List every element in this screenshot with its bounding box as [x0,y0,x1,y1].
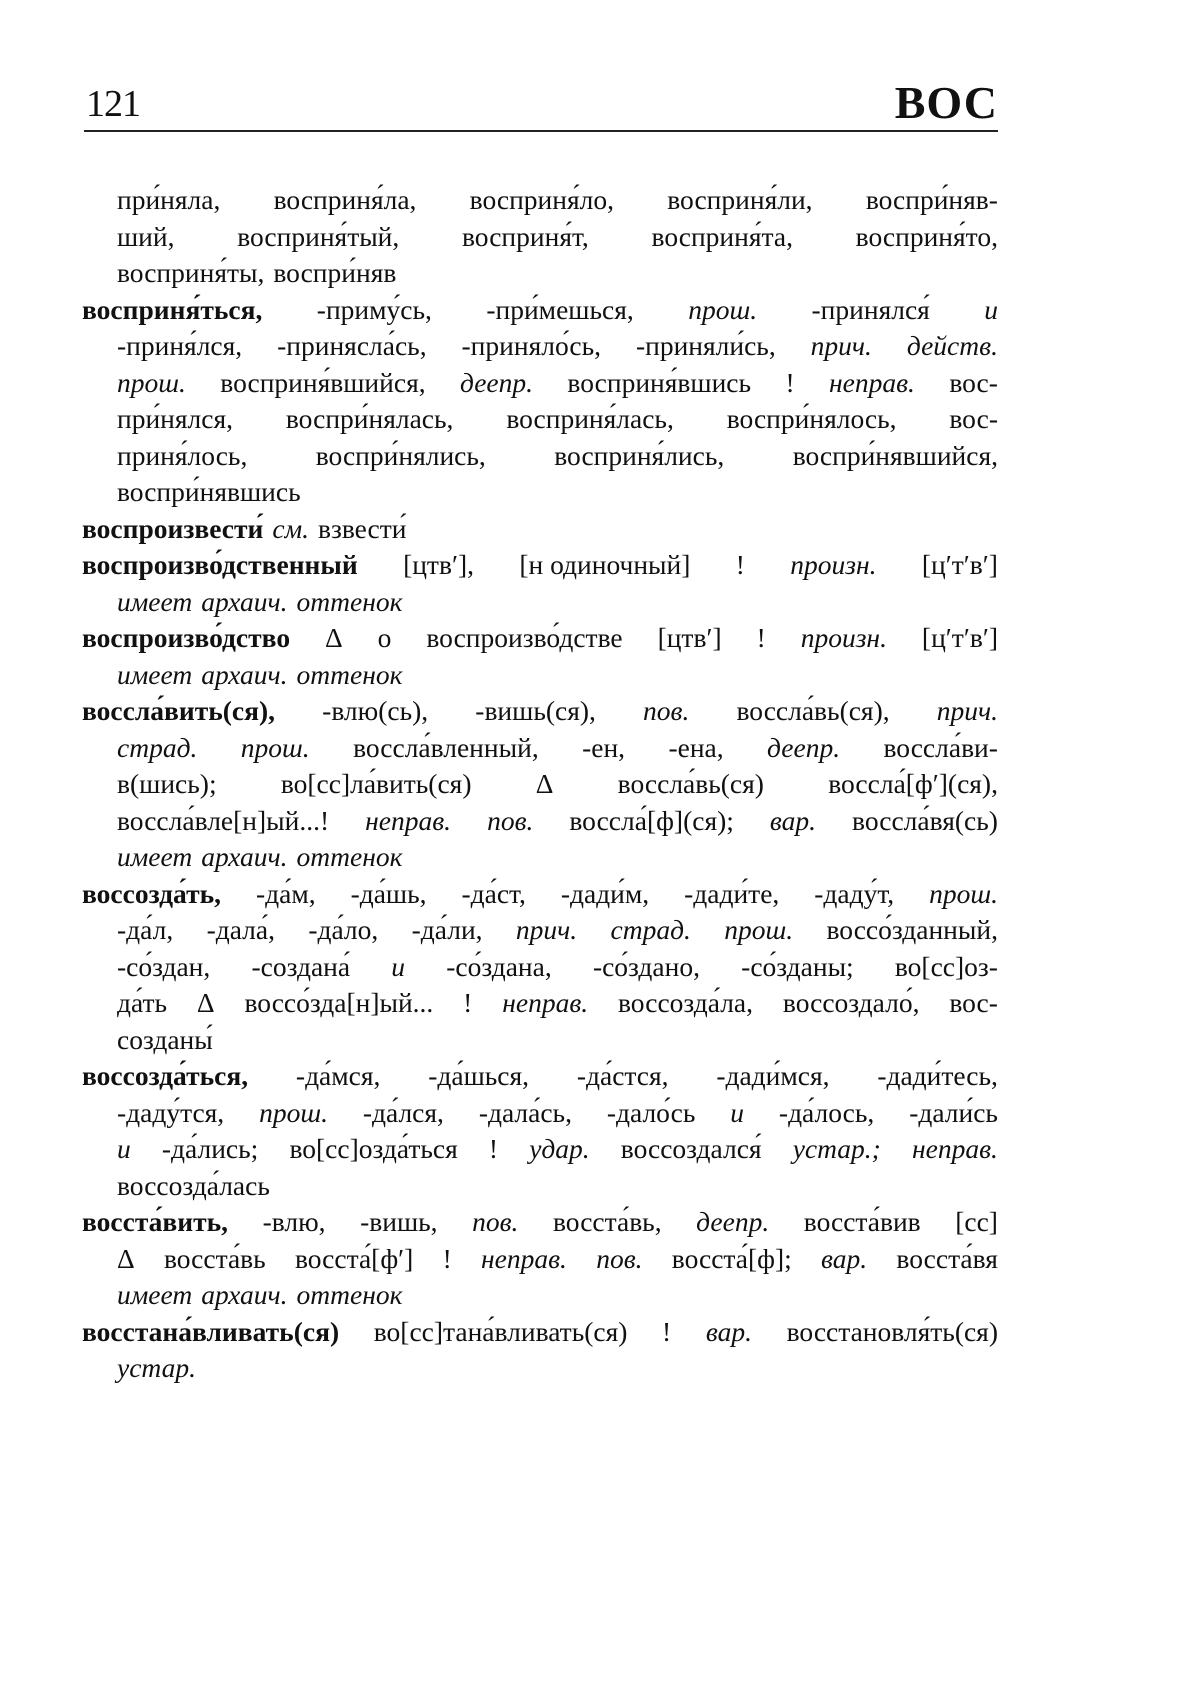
word-form: взвести́ [318,512,407,544]
grammatical-label: страд. [610,914,691,945]
grammatical-label: произн. [790,549,877,580]
word-form: восста́[фʹ] [294,1242,414,1274]
word-form: восста́вь [163,1242,266,1274]
word-form: восприня́ты, [117,257,265,288]
header-rule [84,130,998,132]
word-form: -вишь(ся), [475,695,596,726]
entry-continuation-line [117,1022,998,1058]
grammatical-label: устар. [117,1352,196,1383]
word-form: ший, [117,220,175,252]
entry-headline [82,1058,998,1094]
word-form: -дади́мся, [716,1060,830,1091]
word-form: в(шись); [117,768,217,799]
word-form: -да́шься, [428,1060,530,1091]
word-form: восстановля́ть(ся) [786,1315,998,1347]
entry-headline [82,620,998,656]
grammatical-label: архаич. [201,1279,288,1310]
word-form: воспри́нявшись [117,476,301,507]
grammatical-label: деепр. [459,366,534,398]
entry-continuation-line [117,912,998,948]
word-form: воспри́нялась, [285,403,454,434]
entry-continuation-line [117,657,998,693]
grammatical-label: прош. [688,293,758,325]
word-form: во[сс]ла́вить(ся) [280,768,472,799]
entry-continuation-line [117,1350,998,1386]
word-form: восприня́та, [651,220,793,252]
grammatical-label: пов. [643,695,690,726]
entry-continuation-line [117,766,998,802]
entry-continuation-line [117,949,998,985]
word-form: [н одиночный] [519,549,691,580]
grammatical-label: произн. [800,622,887,653]
word-form: -приня́лся, [117,330,243,361]
word-form: ! [463,987,473,1018]
grammatical-label: архаич. [201,585,288,617]
word-form: -ена, [668,731,724,763]
word-form: восприня́ла, [273,184,417,215]
word-form: -приняло́сь, [461,330,602,361]
word-form: -даду́т, [814,877,895,909]
word-form: -приму́сь, [316,293,432,325]
word-form: воспроизво́дстве [426,622,623,653]
entry-headline [82,693,998,729]
word-form: воспри́няв- [865,184,998,215]
grammatical-label: деепр. [767,731,841,763]
entry-continuation-line [117,730,998,766]
grammatical-label: прич. [515,914,578,945]
entry-continuation-line [117,255,998,291]
word-form: восста́вя [896,1242,998,1274]
word-form: -да́ст, [461,877,526,909]
grammatical-label: прош. [240,731,310,763]
grammatical-label: оттенок [296,1279,403,1310]
grammatical-label: вар. [769,804,817,836]
grammatical-label: неправ. [502,987,589,1018]
word-form: восприня́вшись [567,366,752,398]
grammatical-label: и [984,293,998,325]
word-form: во[сс]озда́ться [289,1133,458,1164]
word-form: -дала́сь, [478,1096,572,1128]
word-form: [цтвʹ], [403,549,474,580]
headword: восста́вить, [82,1206,229,1237]
word-form: -даду́тся, [117,1096,225,1128]
word-form: -да́ло, [308,914,379,945]
word-form: -влю(сь), [322,695,429,726]
word-form: -принясла́сь, [277,330,427,361]
page-number: 121 [86,83,140,125]
word-form: вос- [949,987,998,1018]
headword: воспроизвести́ [82,512,264,544]
word-form: да́ть [117,987,168,1018]
word-form: -дади́те, [684,877,780,909]
running-head: ВОС [894,77,998,128]
word-form: -дади́м, [560,877,650,909]
word-form: Δ [535,768,554,799]
word-form: восприня́то, [855,220,998,252]
entry-headline [82,547,998,583]
grammatical-label: оттенок [296,658,403,690]
grammatical-label: неправ. [829,366,915,398]
word-form: воссо́зда[н]ый... [244,987,434,1018]
grammatical-label: страд. [117,731,198,763]
entry-headline [82,1314,998,1350]
entry-headline [82,1204,998,1240]
word-form: ! [756,622,766,653]
word-form: восста́вив [803,1206,921,1237]
word-form: восприня́лась, [506,403,674,434]
word-form: -со́здана, [446,950,552,982]
word-form: ! [442,1242,452,1274]
entry-continuation-line [117,985,998,1021]
word-form: Δ [325,622,343,653]
grammatical-label: имеет [117,841,193,872]
grammatical-label: оттенок [296,585,403,617]
entry-continuation-line [117,438,998,474]
grammatical-label: устар.; [792,1133,881,1164]
word-form: -дало́сь [606,1096,696,1128]
word-form: во[сс]оз- [894,950,998,982]
word-form: Δ [196,987,215,1018]
headword: воспроизво́дство [82,622,291,653]
word-form: воссла́ви- [883,731,998,763]
headword: воссла́вить(ся), [82,695,276,726]
grammatical-label: неправ. [481,1242,567,1274]
word-form: восприня́ло, [469,184,614,215]
word-form: -со́зданы; [741,950,854,982]
word-form: -влю, [262,1206,326,1237]
grammatical-label: прош. [929,877,998,909]
word-form: воспри́няв [273,257,397,288]
grammatical-label: имеет [117,1279,193,1310]
word-form: воссла́вленный, [353,731,539,763]
grammatical-label: пов. [487,804,534,836]
word-form: воссла́вя(сь) [852,804,998,836]
headword: восстана́вливать(ся) [82,1315,340,1347]
word-form: -ен, [582,731,626,763]
word-form: воссла́[фʹ](ся), [828,768,998,799]
word-form: -да́м, [255,877,316,909]
word-form: ! [735,549,745,580]
word-form: воссла́вь(ся), [736,695,890,726]
word-form: -дали́сь [909,1096,998,1128]
headword: воспроизво́дственный [82,549,358,580]
word-form: -дади́тесь, [877,1060,998,1091]
word-form: -да́лось, [778,1096,875,1128]
word-form: при́няла, [117,184,221,215]
word-form: Δ [117,1242,135,1274]
page-header [84,72,998,132]
word-form: воспри́нялись, [315,439,486,471]
grammatical-label: неправ. [911,1133,998,1164]
grammatical-label: деепр. [696,1206,770,1237]
word-form: -при́мешься, [486,293,634,325]
grammatical-label: прич. [810,330,872,361]
word-form: -да́шь, [350,877,427,909]
word-form: при́нялся, [117,403,234,434]
grammatical-label: и [730,1096,745,1128]
word-form: созданы́ [117,1023,213,1055]
grammatical-label: пов. [472,1206,519,1237]
entry-headline [82,511,998,547]
word-form: воссозда́ла, [618,987,754,1018]
word-form: [цʹтʹвʹ] [921,622,998,653]
grammatical-label: архаич. [201,658,288,690]
word-form: воссо́зданный, [826,914,998,945]
entry-continuation-line [117,401,998,437]
grammatical-label: прош. [259,1096,328,1128]
word-form: воссоздался́ [620,1133,762,1164]
grammatical-label: прош. [724,914,794,945]
entry-continuation-line [117,219,998,255]
entry-continuation-line [117,839,998,875]
entry-continuation-line [117,182,998,218]
word-form: вос- [949,403,998,434]
word-form: -да́л, [117,914,174,945]
word-form: во[сс]тана́вливать(ся) [373,1315,628,1347]
word-form: ! [488,1133,499,1164]
word-form: о [377,622,392,653]
entry-continuation-line [117,474,998,510]
grammatical-label: и [391,950,406,982]
word-form: -вишь, [360,1206,438,1237]
word-form: воссла́вь(ся) [617,768,764,799]
grammatical-label: см. [272,512,309,544]
grammatical-label: вар. [705,1315,752,1347]
word-form: -да́мся, [295,1060,381,1091]
headword: воссозда́ть, [82,877,222,909]
grammatical-label: архаич. [201,841,288,872]
word-form: восприня́ли, [667,184,813,215]
word-form: восприня́лись, [554,439,725,471]
word-form: восста́[ф]; [671,1242,792,1274]
word-form: -со́здан, [117,950,211,982]
grammatical-label: имеет [117,585,193,617]
word-form: приня́лось, [117,439,248,471]
word-form: восста́вь, [553,1206,662,1237]
word-form: ! [785,366,795,398]
word-form: -создана́ [251,950,351,982]
word-form: -со́здано, [592,950,700,982]
entry-continuation-line [117,1168,998,1204]
entry-continuation-line [117,584,998,620]
word-form: воссозда́лась [117,1169,270,1201]
grammatical-label: пов. [596,1242,643,1274]
grammatical-label: действ. [906,330,998,361]
word-form: восприня́тый, [237,220,400,252]
grammatical-label: вар. [821,1242,868,1274]
word-form: -приняли́сь, [635,330,776,361]
word-form: ! [662,1315,672,1347]
entry-continuation-line [117,1277,998,1313]
word-form: [цтвʹ] [657,622,722,653]
headword: воссозда́ться, [82,1060,249,1091]
word-form: восприня́вшийся, [220,366,426,398]
word-form: воссла́[ф](ся); [569,804,734,836]
grammatical-label: удар. [529,1133,590,1164]
word-form: воспри́нявшийся, [792,439,998,471]
word-form: воспри́нялось, [726,403,897,434]
grammatical-label: неправ. [365,804,452,836]
word-form: -да́стся, [576,1060,669,1091]
word-form: вос- [949,366,998,398]
grammatical-label: оттенок [296,841,403,872]
word-form: -принялся́ [811,293,930,325]
grammatical-label: прош. [117,366,186,398]
grammatical-label: имеет [117,658,193,690]
word-form: [цʹтʹвʹ] [921,549,998,580]
entry-continuation-line [117,1131,998,1167]
entry-continuation-line [117,803,998,839]
grammatical-label: и [117,1133,131,1164]
word-form: -дала́, [206,914,275,945]
entry-continuation-line [117,1095,998,1131]
word-form: воссла́вле[н]ый...! [117,804,330,836]
word-form: [сс] [955,1206,998,1237]
grammatical-label: прич. [936,695,998,726]
entry-continuation-line [117,365,998,401]
word-form: -да́лся, [362,1096,444,1128]
word-form: восприня́т, [462,220,589,252]
word-form: -да́ли, [411,914,483,945]
headword: восприня́ться, [82,293,263,325]
entry-headline [82,876,998,912]
word-form: воссоздало́, [782,987,920,1018]
entry-headline [82,292,998,328]
word-form: -да́лись; [161,1133,259,1164]
entry-continuation-line [117,1241,998,1277]
entry-continuation-line [117,328,998,364]
